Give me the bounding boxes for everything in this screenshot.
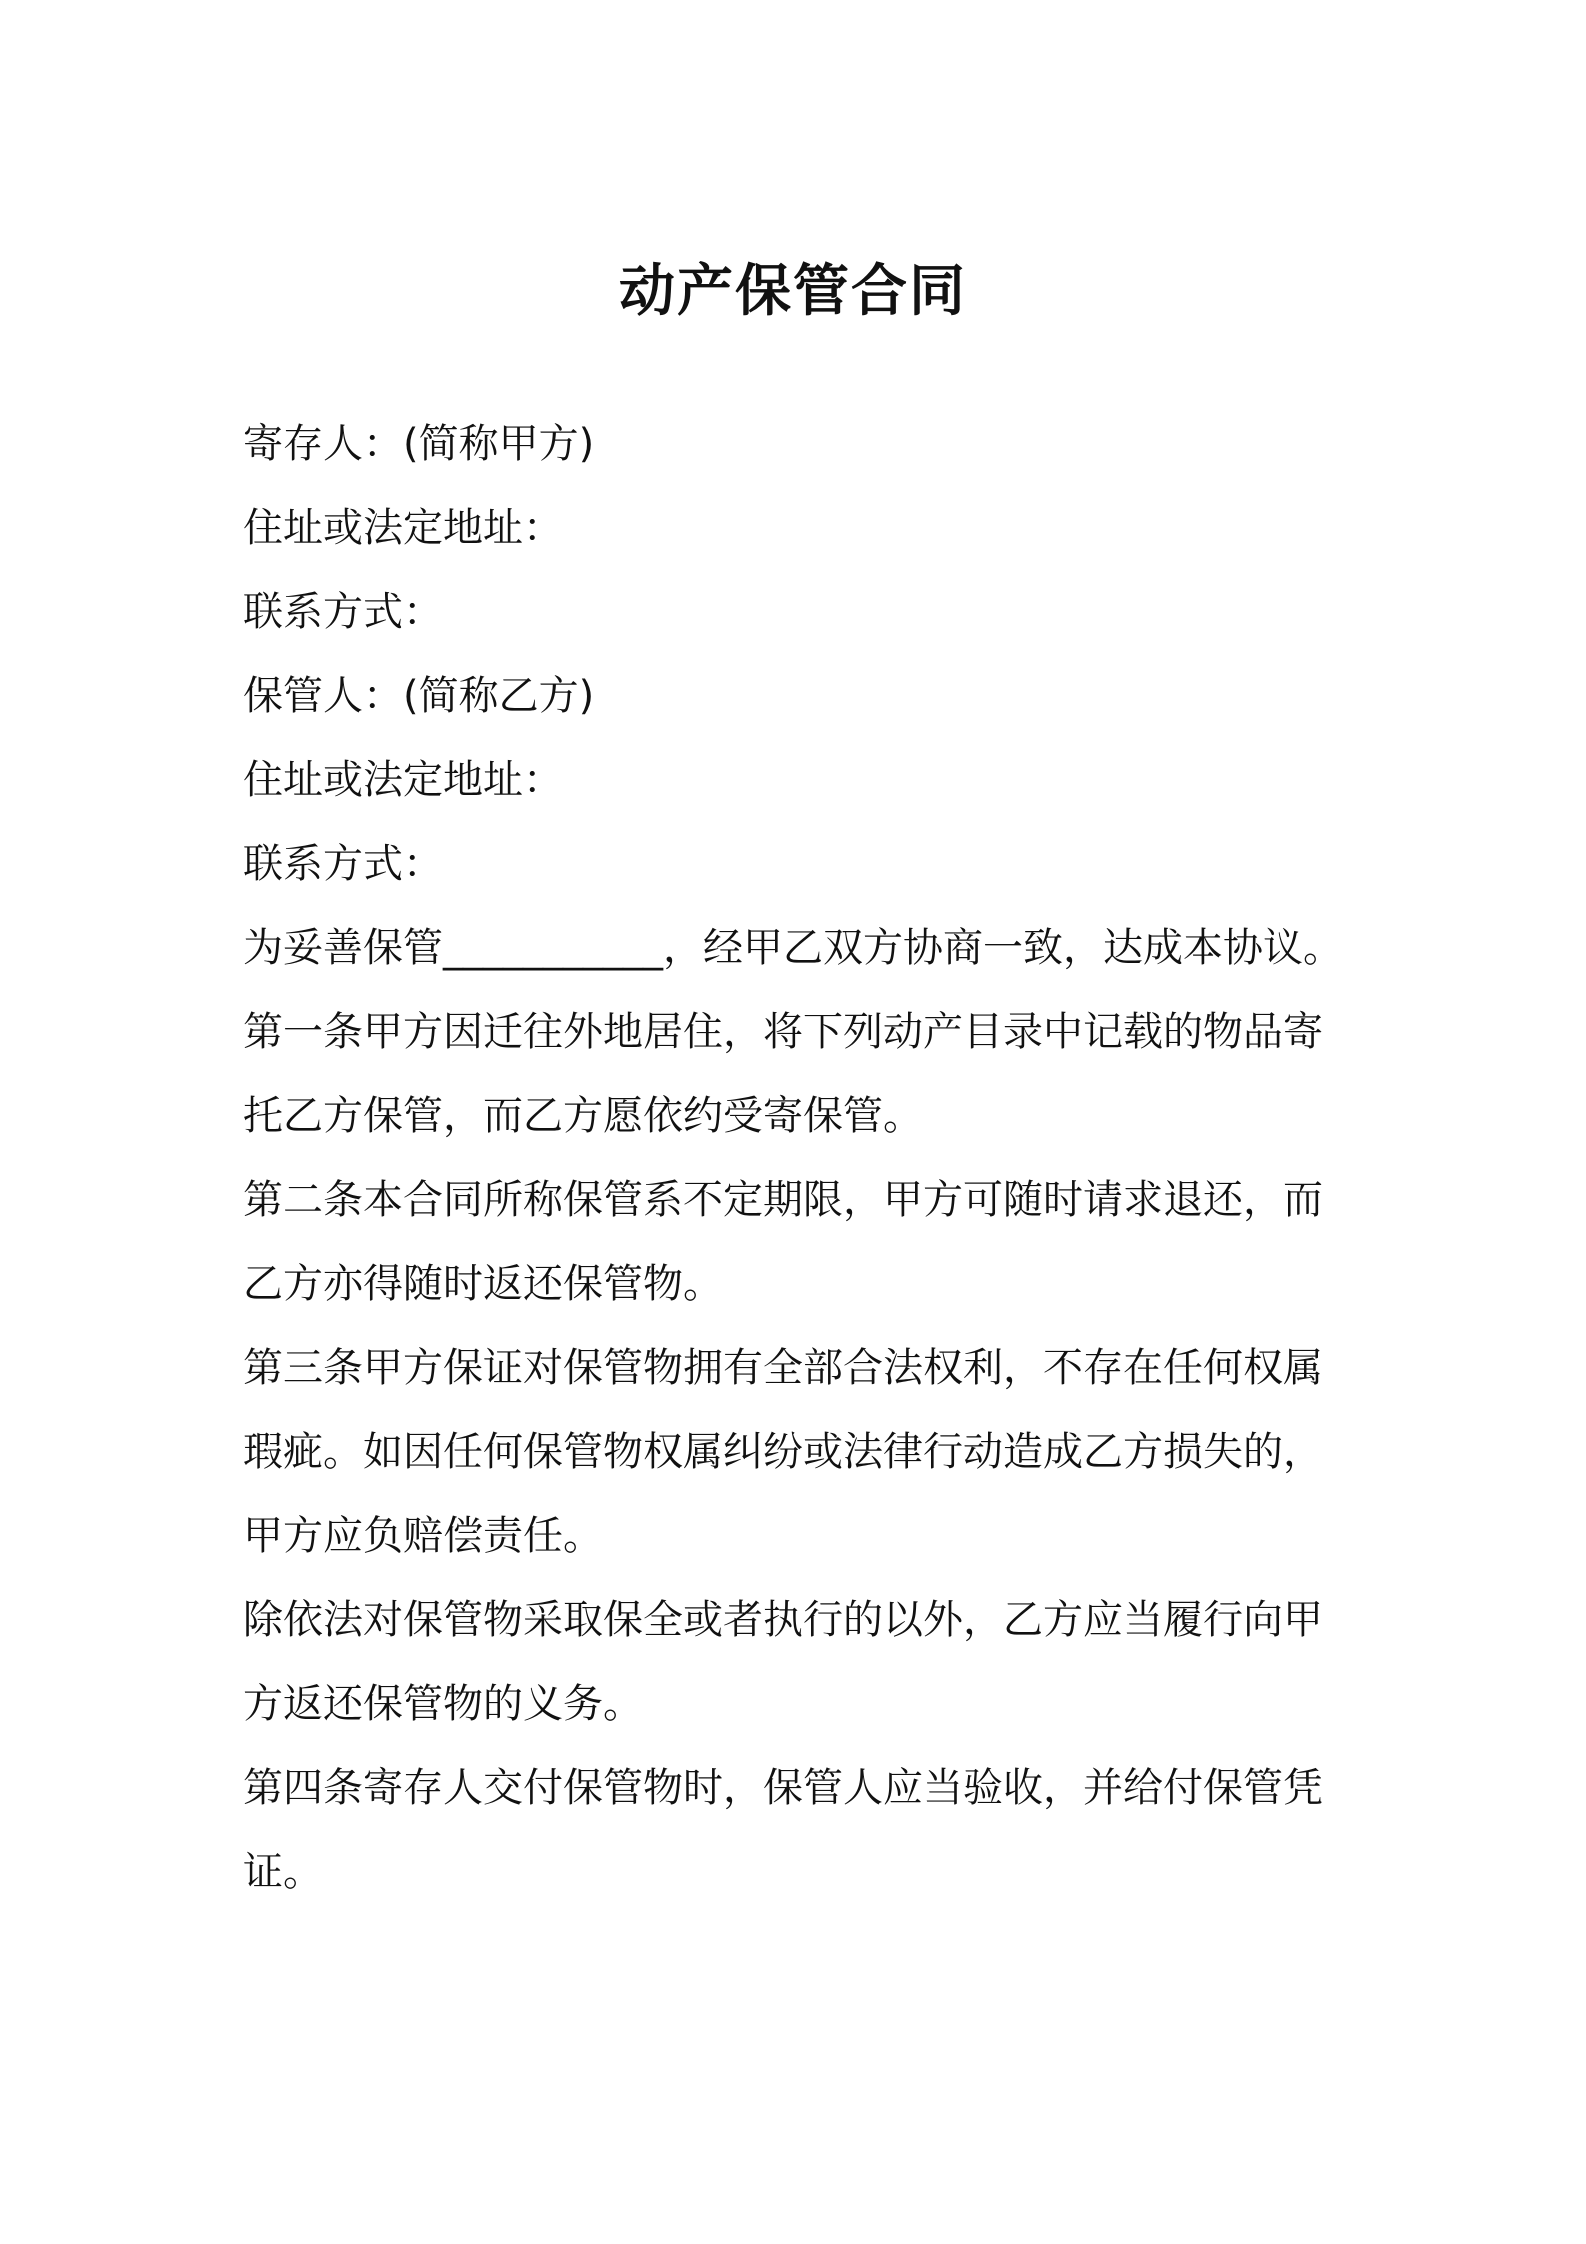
depositor-line: 寄存人：(简称甲方) — [243, 421, 595, 467]
document-body — [243, 402, 1358, 1914]
custodian-line: 保管人：(简称乙方) — [243, 673, 595, 719]
article-4-paragraph: 第四条寄存人交付保管物时，保管人应当验收，并给付保管凭证。 — [243, 1765, 1323, 1895]
article-1-paragraph: 第一条甲方因迁往外地居住，将下列动产目录中记载的物品寄托乙方保管，而乙方愿依约受寄保管。 — [243, 1009, 1323, 1139]
custodian-contact-line: 联系方式： — [243, 841, 443, 887]
return-obligation-paragraph: 除依法对保管物采取保全或者执行的以外，乙方应当履行向甲方返还保管物的义务。 — [243, 1597, 1323, 1727]
article-2-paragraph: 第二条本合同所称保管系不定期限，甲方可随时请求退还，而乙方亦得随时返还保管物。 — [243, 1177, 1323, 1307]
preamble-paragraph: 为妥善保管___________，经甲乙双方协商一致，达成本协议。 — [243, 925, 1343, 971]
custodian-address-line: 住址或法定地址： — [243, 757, 563, 803]
depositor-address-line: 住址或法定地址： — [243, 505, 563, 551]
depositor-contact-line: 联系方式： — [243, 589, 443, 635]
article-3-paragraph: 第三条甲方保证对保管物拥有全部合法权利，不存在任何权属瑕疵。如因任何保管物权属纠纷或法律行动造成乙方损失的，甲方应负赔偿责任。 — [243, 1345, 1323, 1559]
document-title: 动产保管合同 — [619, 259, 967, 324]
